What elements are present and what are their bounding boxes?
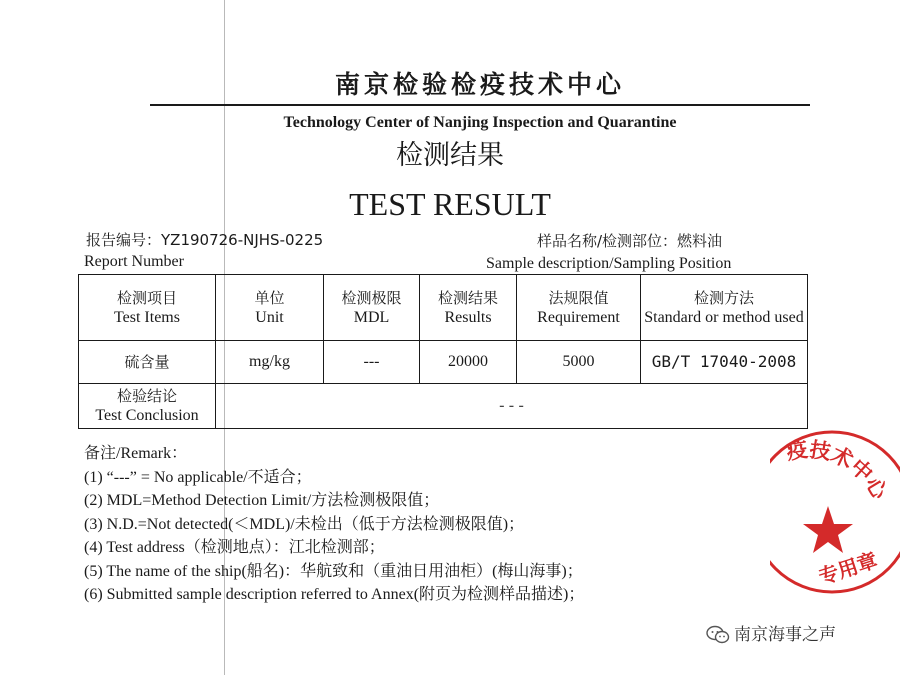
svg-text:疫技术中心 <box>785 437 892 504</box>
document-title-en: TEST RESULT <box>349 186 551 222</box>
report-number-value: YZ190726-NJHS-0225 <box>161 231 324 249</box>
header-requirement: 法规限值 Requirement <box>517 275 641 341</box>
table-row <box>79 341 808 384</box>
header-rule <box>150 104 810 106</box>
cell-test-item: 硫含量 <box>79 341 216 384</box>
cell-result: 20000 <box>420 341 517 384</box>
header-test-items: 检测项目 Test Items <box>79 275 216 341</box>
conclusion-label: 检验结论 Test Conclusion <box>79 384 216 429</box>
official-seal <box>770 420 900 600</box>
cell-requirement: 5000 <box>517 341 641 384</box>
wechat-watermark <box>706 620 836 645</box>
institution-name-cn: 南京检验检疫技术中心 <box>334 70 625 99</box>
sample-description-cn: 样品名称/检测部位：燃料油 <box>537 232 723 250</box>
watermark-text: 南京海事之声 <box>734 625 836 645</box>
institution-name-en: Technology Center of Nanjing Inspection and Quarantine <box>283 114 677 131</box>
remarks-label: 备注/Remark： <box>84 445 188 462</box>
remark-item: (4) Test address（检测地点）：江北检测部； <box>84 539 385 556</box>
report-number-label-en: Report Number <box>84 253 184 270</box>
remarks-section <box>84 442 584 607</box>
header-method: 检测方法 Standard or method used <box>641 275 808 341</box>
sample-description-en: Sample description/Sampling Position <box>486 255 732 272</box>
remark-item: (2) MDL=Method Detection Limit/方法检测极限值； <box>84 492 440 509</box>
header-mdl: 检测极限 MDL <box>324 275 420 341</box>
conclusion-value: --- <box>216 384 808 429</box>
seal-text-bottom: 专用章 <box>815 547 881 590</box>
remark-item: (6) Submitted sample description referred to Annex(附页为检测样品描述)； <box>84 586 585 603</box>
remark-item: (5) The name of the ship(船名)：华航致和（重油日用油柜）(梅山海事)； <box>84 562 583 580</box>
seal-text-top: 疫技术中心 <box>785 437 892 504</box>
remark-item: (1) “---” = No applicable/不适合； <box>84 468 312 486</box>
conclusion-row <box>79 384 808 429</box>
table-header-row <box>79 275 808 341</box>
document-title-cn: 检测结果 <box>396 140 504 171</box>
cell-unit: mg/kg <box>216 341 324 384</box>
report-number-line <box>86 229 323 250</box>
cell-mdl: --- <box>324 341 420 384</box>
cell-method: GB/T 17040-2008 <box>641 341 808 384</box>
wechat-icon <box>706 625 730 645</box>
report-number-label-cn: 报告编号： <box>86 231 162 249</box>
header-results: 检测结果 Results <box>420 275 517 341</box>
header-unit: 单位 Unit <box>216 275 324 341</box>
results-table <box>78 274 808 429</box>
seal-star-icon <box>803 506 853 553</box>
remark-item: (3) N.D.=Not detected(＜MDL)/未检出（低于方法检测极限值)； <box>84 515 525 533</box>
